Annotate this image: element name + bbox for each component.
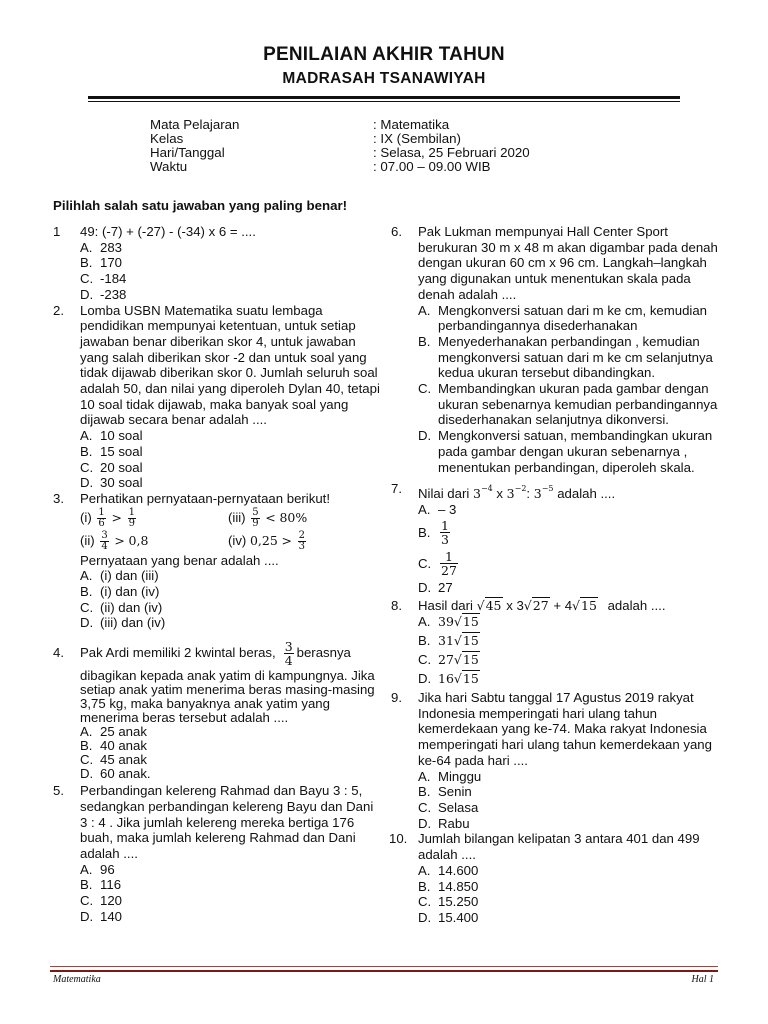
- meta-label: Waktu: [150, 159, 188, 174]
- option-c[interactable]: C. Membandingkan ukuran pada gambar dengan ukuran sebenarnya kemudian perbandingannya disederhanakan selanjutnya dikonversi.: [418, 381, 718, 428]
- statement-ii: (ii) $\frac{3}{4}$ > 0,8: [80, 529, 149, 552]
- option-b[interactable]: B. (i) dan (iv): [80, 584, 160, 600]
- footer-subject: Matematika: [53, 974, 101, 985]
- question-6: [391, 224, 721, 475]
- fraction: $\frac{1}{27}$: [441, 549, 457, 579]
- question-text: Lomba USBN Matematika suatu lembaga pendidikan mempunyai ketentuan, untuk setiap jawaban benar diberikan skor 4, untuk jawaban yang salah diberikan skor -2 dan untuk soal yang tidak dijawab diberikan skor 0. Jumlah seluruh soal adalah 50, dan nilai yang diperoleh Dylan 40, tetapi 10 soal tidak dijawab, maka banyak soal yang dijawab secara benar adalah ....: [80, 302, 380, 428]
- option-b[interactable]: B. 31√15: [418, 633, 479, 649]
- option-d[interactable]: D. Rabu: [418, 815, 470, 831]
- option-d[interactable]: D. 16√15: [418, 671, 479, 687]
- question-text: Nilai dari $3^{-4}$ x $3^{-2}$: $3^{-5}$ adalah ....: [418, 484, 616, 502]
- meta-label: Kelas: [150, 131, 184, 146]
- meta-value: : 07.00 – 09.00 WIB: [373, 159, 491, 174]
- option-d[interactable]: D. 60 anak.: [80, 766, 151, 782]
- question-3: [53, 491, 383, 631]
- meta-label: Mata Pelajaran: [150, 117, 240, 132]
- meta-value: : IX (Sembilan): [373, 131, 461, 146]
- question-text: Pak Lukman mempunyai Hall Center Sport berukuran 30 m x 48 m akan digambar pada denah dengan ukuran 60 cm x 96 cm. Langkah–langkah yang digunakan untuk menentukan skala pada denah adalah ....: [418, 224, 718, 302]
- fraction: $\frac{3}{4}$: [284, 638, 293, 668]
- statement-row-1: [80, 507, 383, 530]
- option-d[interactable]: D. -238: [80, 286, 127, 302]
- fraction: $\frac{1}{9}$: [128, 506, 135, 529]
- question-text: Perhatikan pernyataan-pernyataan berikut!: [80, 490, 330, 506]
- option-a[interactable]: A. 96: [80, 861, 115, 877]
- statement-i: (i) $\frac{1}{6}$ > $\frac{1}{9}$: [80, 506, 135, 529]
- question-number: 10.: [389, 831, 408, 847]
- option-c[interactable]: C. 20 soal: [80, 459, 143, 475]
- page-title: PENILAIAN AKHIR TAHUN: [263, 44, 505, 65]
- fraction: $\frac{3}{4}$: [101, 529, 108, 552]
- question-9: [391, 690, 721, 831]
- option-d[interactable]: D. 15.400: [418, 909, 479, 925]
- footer-page-number: Hal 1: [691, 974, 714, 985]
- fraction: $\frac{2}{3}$: [298, 529, 306, 552]
- header-rule-thin: [88, 101, 680, 102]
- option-c[interactable]: C. 27√15: [418, 652, 479, 668]
- fraction: $\frac{1}{6}$: [98, 506, 105, 529]
- question-number: 4.: [53, 645, 64, 661]
- footer-rule-thick: [50, 970, 718, 972]
- option-c[interactable]: C. Selasa: [418, 799, 479, 815]
- right-column: [391, 224, 721, 926]
- option-a[interactable]: A. (i) dan (iii): [80, 568, 159, 584]
- question-text: Perbandingan kelereng Rahmad dan Bayu 3 : 5, sedangkan perbandingan kelereng Bayu dan Dani 3 : 4 . Jika jumlah kelereng mereka bertiga 176 buah, maka jumlah kelereng Rahmad dan Dani adalah ....: [80, 783, 374, 861]
- option-b[interactable]: B. 14.850: [418, 878, 479, 894]
- statement-row-2: [80, 530, 383, 553]
- option-a[interactable]: A. – 3: [418, 501, 457, 517]
- option-a[interactable]: A. 14.600: [418, 862, 479, 878]
- option-d[interactable]: D. Mengkonversi satuan, membandingkan ukuran pada gambar dengan ukuran sebenarnya , menentukan perbandingan, diperoleh skala.: [418, 428, 713, 475]
- footer-rule-thin: [50, 966, 718, 967]
- exam-meta: [150, 117, 570, 179]
- option-a[interactable]: A. 25 anak: [80, 724, 147, 740]
- option-d[interactable]: D. 30 soal: [80, 475, 143, 491]
- option-a[interactable]: A. 10 soal: [80, 428, 143, 444]
- instruction: Pilihlah salah satu jawaban yang paling benar!: [53, 198, 348, 213]
- option-a[interactable]: A. Minggu: [418, 768, 482, 784]
- option-d[interactable]: D. (iii) dan (iv): [80, 615, 166, 631]
- header-rule-thick: [88, 96, 680, 99]
- statement-iv: (iv) 0,25 > $\frac{2}{3}$: [228, 529, 306, 552]
- option-b[interactable]: B. 15 soal: [80, 443, 143, 459]
- option-c[interactable]: C. 45 anak: [80, 752, 147, 768]
- question-number: 8.: [391, 598, 402, 614]
- option-b[interactable]: B. 116: [80, 877, 122, 893]
- left-column: [53, 224, 383, 925]
- statement-iii: (iii) $\frac{5}{9}$ < 80%: [228, 506, 308, 529]
- question-text: Jika hari Sabtu tanggal 17 Agustus 2019 rakyat Indonesia memperingati hari ulang tahun kemerdekaan yang ke-74. Maka rakyat Indonesia memperingati hari ulang tahun kemerdekaan yang ke-64 pada hari ....: [418, 690, 712, 768]
- option-a[interactable]: A. 283: [80, 239, 123, 255]
- fraction: $\frac{5}{9}$: [252, 506, 259, 529]
- option-c[interactable]: C. $\frac{1}{27}$: [418, 549, 457, 579]
- meta-value: : Matematika: [373, 117, 450, 132]
- option-d[interactable]: D. 140: [80, 908, 123, 924]
- question-4: [53, 637, 383, 781]
- question-5: [53, 783, 383, 924]
- option-a[interactable]: A. Mengkonversi satuan dari m ke cm, kemudian perbandingannya disederhanakan: [418, 302, 707, 334]
- fraction: $\frac{1}{3}$: [441, 518, 449, 548]
- question-10: [391, 831, 721, 925]
- meta-value: : Selasa, 25 Februari 2020: [373, 145, 530, 160]
- page-subtitle: MADRASAH TSANAWIYAH: [282, 70, 486, 87]
- question-number: 7.: [391, 481, 402, 497]
- question-number: 1: [53, 224, 61, 239]
- option-c[interactable]: C. -184: [80, 271, 127, 287]
- question-text: dibagikan kepada anak yatim di kampungnya. Jika setiap anak yatim menerima beras masing-masing 3,75 kg, maka banyaknya anak yatim yang menerima beras tersebut adalah ....: [80, 668, 375, 726]
- option-c[interactable]: C. (ii) dan (iv): [80, 599, 163, 615]
- option-b[interactable]: B. 40 anak: [80, 738, 147, 754]
- option-b[interactable]: B. Menyederhanakan perbandingan , kemudian mengkonversi satuan dari m ke cm selanjutnya kedua ukuran tersebut dibandingkan.: [418, 333, 713, 381]
- question-text: Hasil dari √45 x 3√27 + 4√15 adalah ....: [418, 598, 666, 614]
- question-number: 5.: [53, 783, 64, 799]
- question-2: [53, 303, 383, 491]
- option-c[interactable]: C. 15.250: [418, 894, 479, 910]
- option-d[interactable]: D. 27: [418, 579, 453, 595]
- option-c[interactable]: C. 120: [80, 893, 123, 909]
- question-number: 9.: [391, 690, 402, 706]
- question-text: Jumlah bilangan kelipatan 3 antara 401 dan 499 adalah ....: [418, 831, 700, 863]
- question-number: 3.: [53, 490, 64, 506]
- option-b[interactable]: B. Senin: [418, 784, 472, 800]
- question-7: [391, 481, 721, 595]
- option-b[interactable]: B. 170: [80, 255, 123, 271]
- question-text: 49: (-7) + (-27) - (-34) x 6 = ....: [80, 224, 256, 239]
- question-8: [391, 598, 721, 690]
- question-prompt: Pernyataan yang benar adalah ....: [80, 552, 279, 568]
- option-a[interactable]: A. 39√15: [418, 614, 479, 630]
- meta-label: Hari/Tanggal: [150, 145, 225, 160]
- option-b[interactable]: B. $\frac{1}{3}$: [418, 518, 449, 548]
- question-1: [53, 224, 383, 303]
- question-number: 2.: [53, 302, 64, 318]
- question-text-line1: Pak Ardi memiliki 2 kwintal beras, $\frac{3}{4}$ berasnya: [80, 638, 351, 668]
- question-number: 6.: [391, 224, 402, 239]
